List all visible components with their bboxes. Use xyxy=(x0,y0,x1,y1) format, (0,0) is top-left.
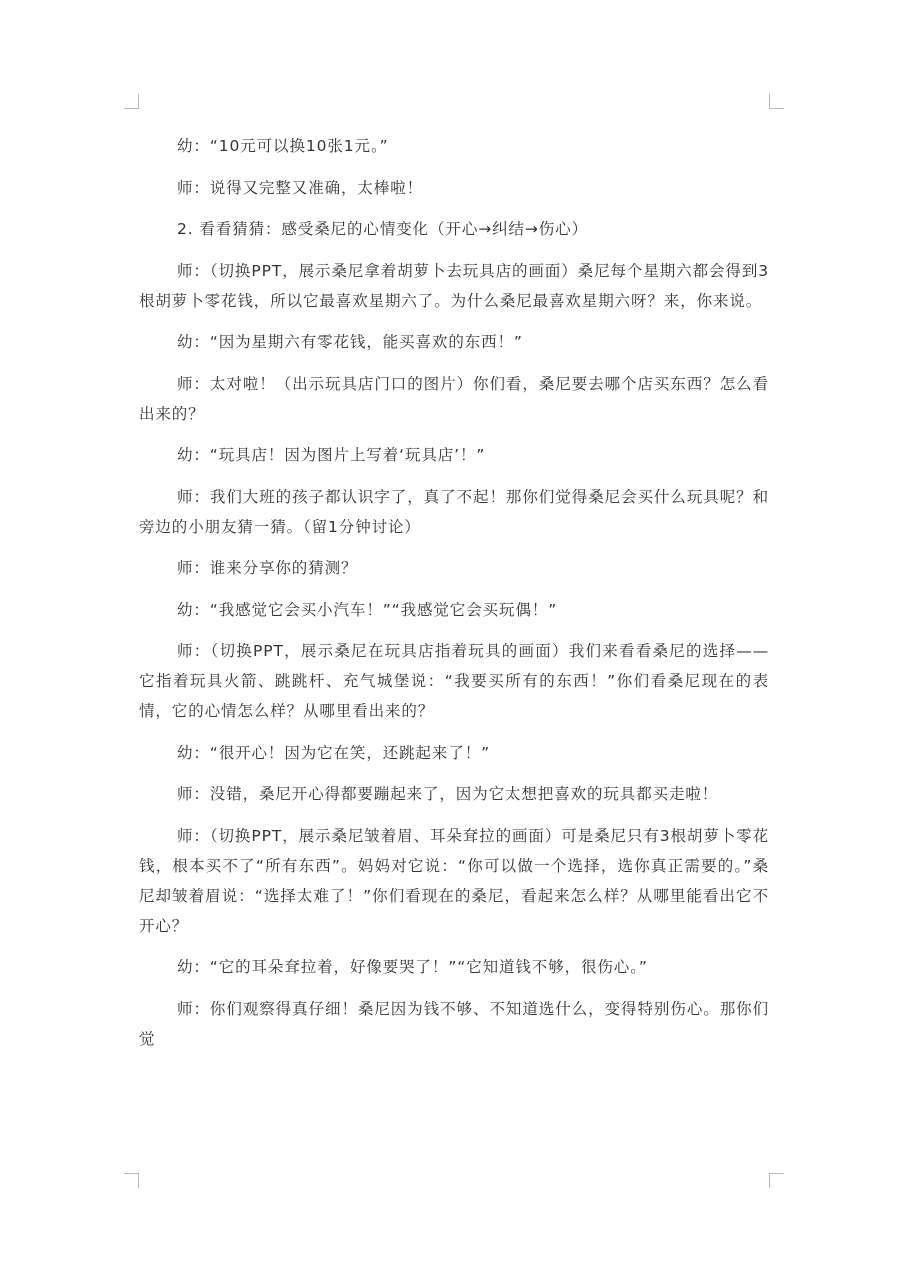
paragraph-child: 幼：“它的耳朵耷拉着，好像要哭了！”“它知道钱不够，很伤心。” xyxy=(177,958,648,976)
crop-mark-bottom-right xyxy=(769,1173,784,1188)
paragraph-child: 幼：“我感觉它会买小汽车！”“我感觉它会买玩偶！” xyxy=(177,600,558,619)
paragraph-teacher-praise: 师：说得又完整又准确，太棒啦！ xyxy=(177,178,424,197)
paragraph-teacher: 师：太对啦！（出示玩具店门口的图片）你们看，桑尼要去哪个店买东西？怎么看出来的？ xyxy=(139,374,769,423)
paragraph-teacher: 师：我们大班的孩子都认识字了，真了不起！那你们觉得桑尼会买什么玩具呢？和旁边的小朋友猜一猜。（留1分钟讨论） xyxy=(139,487,769,536)
section-heading: 2. 看看猜猜：感受桑尼的心情变化（开心→纠结→伤心） xyxy=(177,220,588,238)
crop-mark-bottom-left xyxy=(124,1173,139,1188)
paragraph-child: 幼：“玩具店！因为图片上写着‘玩具店’！” xyxy=(177,446,486,464)
paragraph-teacher: 师：你们观察得真仔细！桑尼因为钱不够、不知道选什么，变得特别伤心。那你们觉 xyxy=(139,999,769,1048)
paragraph-teacher: 师：（切换PPT，展示桑尼拿着胡萝卜去玩具店的画面）桑尼每个星期六都会得到3根胡萝卜零花钱，所以它最喜欢星期六了。为什么桑尼最喜欢星期六呀？来，你来说。 xyxy=(139,261,769,310)
paragraph-teacher: 师：没错，桑尼开心得都要蹦起来了，因为它太想把喜欢的玩具都买走啦！ xyxy=(177,785,719,803)
paragraph-child-reply: 幼：“10元可以换10张1元。” xyxy=(177,137,389,155)
document-body xyxy=(139,131,769,1065)
paragraph-child: 幼：“很开心！因为它在笑，还跳起来了！” xyxy=(177,743,491,762)
paragraph-teacher: 师：（切换PPT，展示桑尼在玩具店指着玩具的画面）我们来看看桑尼的选择——它指着玩具火箭、跳跳杆、充气城堡说：“我要买所有的东西！”你们看桑尼现在的表情，它的心情怎么样？从哪里看出来的？ xyxy=(139,642,769,720)
paragraph-teacher: 师：（切换PPT，展示桑尼皱着眉、耳朵耷拉的画面）可是桑尼只有3根胡萝卜零花钱，根本买不了“所有东西”。妈妈对它说：“你可以做一个选择，选你真正需要的。”桑尼却皱着眉说：“选择太难了！”你们看现在的桑尼，看起来怎么样？从哪里能看出它不开心？ xyxy=(139,826,769,935)
paragraph-teacher: 师：谁来分享你的猜测？ xyxy=(177,559,358,577)
crop-mark-top-left xyxy=(124,94,139,109)
paragraph-child: 幼：“因为星期六有零花钱，能买喜欢的东西！” xyxy=(177,333,523,351)
crop-mark-top-right xyxy=(769,94,784,109)
